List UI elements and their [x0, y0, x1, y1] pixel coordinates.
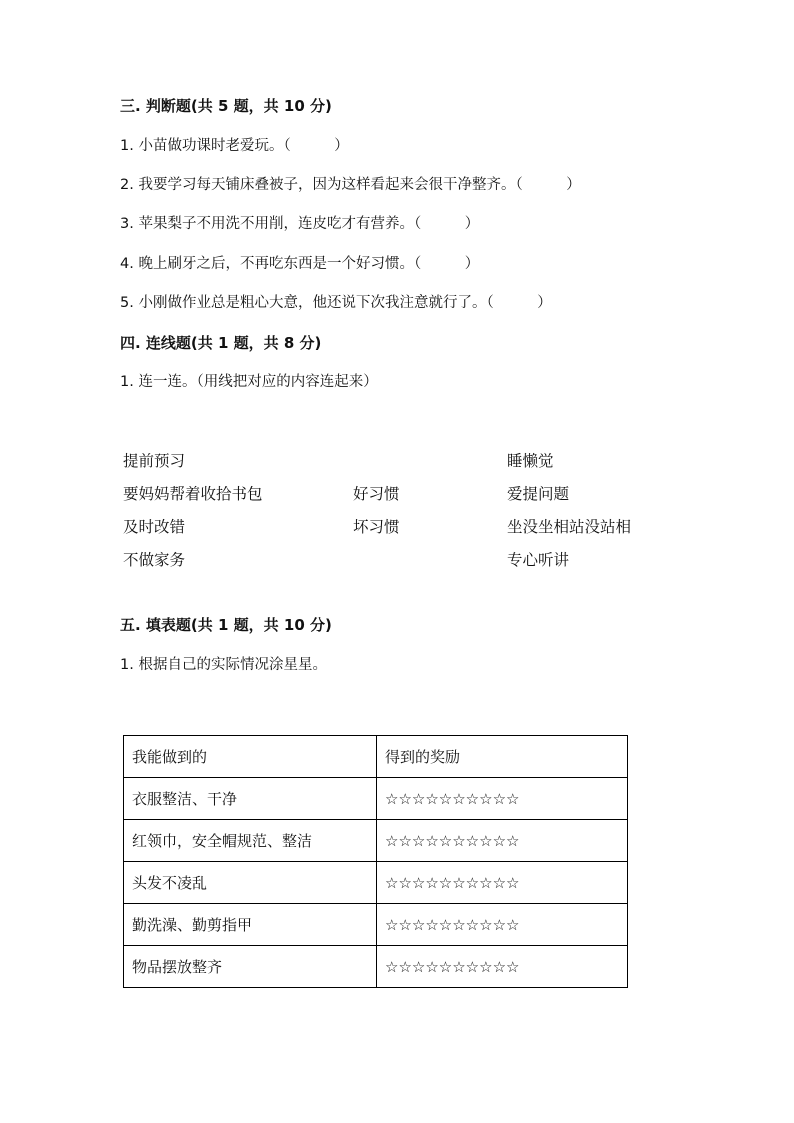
match-right-item: 爱提问题	[507, 485, 570, 503]
matching-question: 1. 连一连。（用线把对应的内容连起来）	[120, 374, 378, 390]
table-row	[124, 778, 628, 820]
habit-cell: 勤洗澡、勤剪指甲	[124, 904, 377, 946]
habit-cell: 红领巾，安全帽规范、整洁	[124, 820, 377, 862]
star-rating[interactable]: ☆☆☆☆☆☆☆☆☆☆	[377, 946, 628, 988]
star-rating[interactable]: ☆☆☆☆☆☆☆☆☆☆	[377, 862, 628, 904]
table-row	[124, 862, 628, 904]
match-left-item: 提前预习	[123, 452, 186, 470]
match-right-item: 坐没坐相站没站相	[507, 518, 632, 536]
section-5-title: 五. 填表题(共 1 题，共 10 分)	[120, 616, 332, 634]
match-left-item: 要妈妈帮着收拾书包	[123, 485, 263, 503]
table-row	[124, 904, 628, 946]
star-rating[interactable]: ☆☆☆☆☆☆☆☆☆☆	[377, 904, 628, 946]
section-4-title: 四. 连线题(共 1 题，共 8 分)	[120, 334, 322, 352]
header-reward: 得到的奖励	[377, 736, 628, 778]
table-question: 1. 根据自己的实际情况涂星星。	[120, 657, 327, 673]
match-left-item: 不做家务	[123, 551, 186, 569]
star-rating[interactable]: ☆☆☆☆☆☆☆☆☆☆	[377, 820, 628, 862]
header-can-do: 我能做到的	[124, 736, 377, 778]
match-right-item: 专心听讲	[507, 551, 570, 569]
table-row	[124, 946, 628, 988]
match-middle-item: 好习惯	[353, 485, 400, 503]
judge-question-2: 2. 我要学习每天铺床叠被子，因为这样看起来会很干净整齐。（ ）	[120, 177, 581, 193]
habit-cell: 头发不凌乱	[124, 862, 377, 904]
match-right-item: 睡懒觉	[507, 452, 554, 470]
table-row	[124, 820, 628, 862]
match-left-item: 及时改错	[123, 518, 186, 536]
judge-question-5: 5. 小刚做作业总是粗心大意，他还说下次我注意就行了。（ ）	[120, 295, 552, 311]
star-award-table	[123, 735, 628, 988]
match-middle-item: 坏习惯	[353, 518, 400, 536]
judge-question-3: 3. 苹果梨子不用洗不用削，连皮吃才有营养。（ ）	[120, 216, 480, 232]
table-header-row	[124, 736, 628, 778]
judge-question-4: 4. 晚上刷牙之后，不再吃东西是一个好习惯。（ ）	[120, 256, 480, 272]
judge-question-1: 1. 小苗做功课时老爱玩。（ ）	[120, 138, 349, 154]
habit-cell: 物品摆放整齐	[124, 946, 377, 988]
section-3-title: 三. 判断题(共 5 题，共 10 分)	[120, 97, 332, 115]
habit-cell: 衣服整洁、干净	[124, 778, 377, 820]
star-rating[interactable]: ☆☆☆☆☆☆☆☆☆☆	[377, 778, 628, 820]
